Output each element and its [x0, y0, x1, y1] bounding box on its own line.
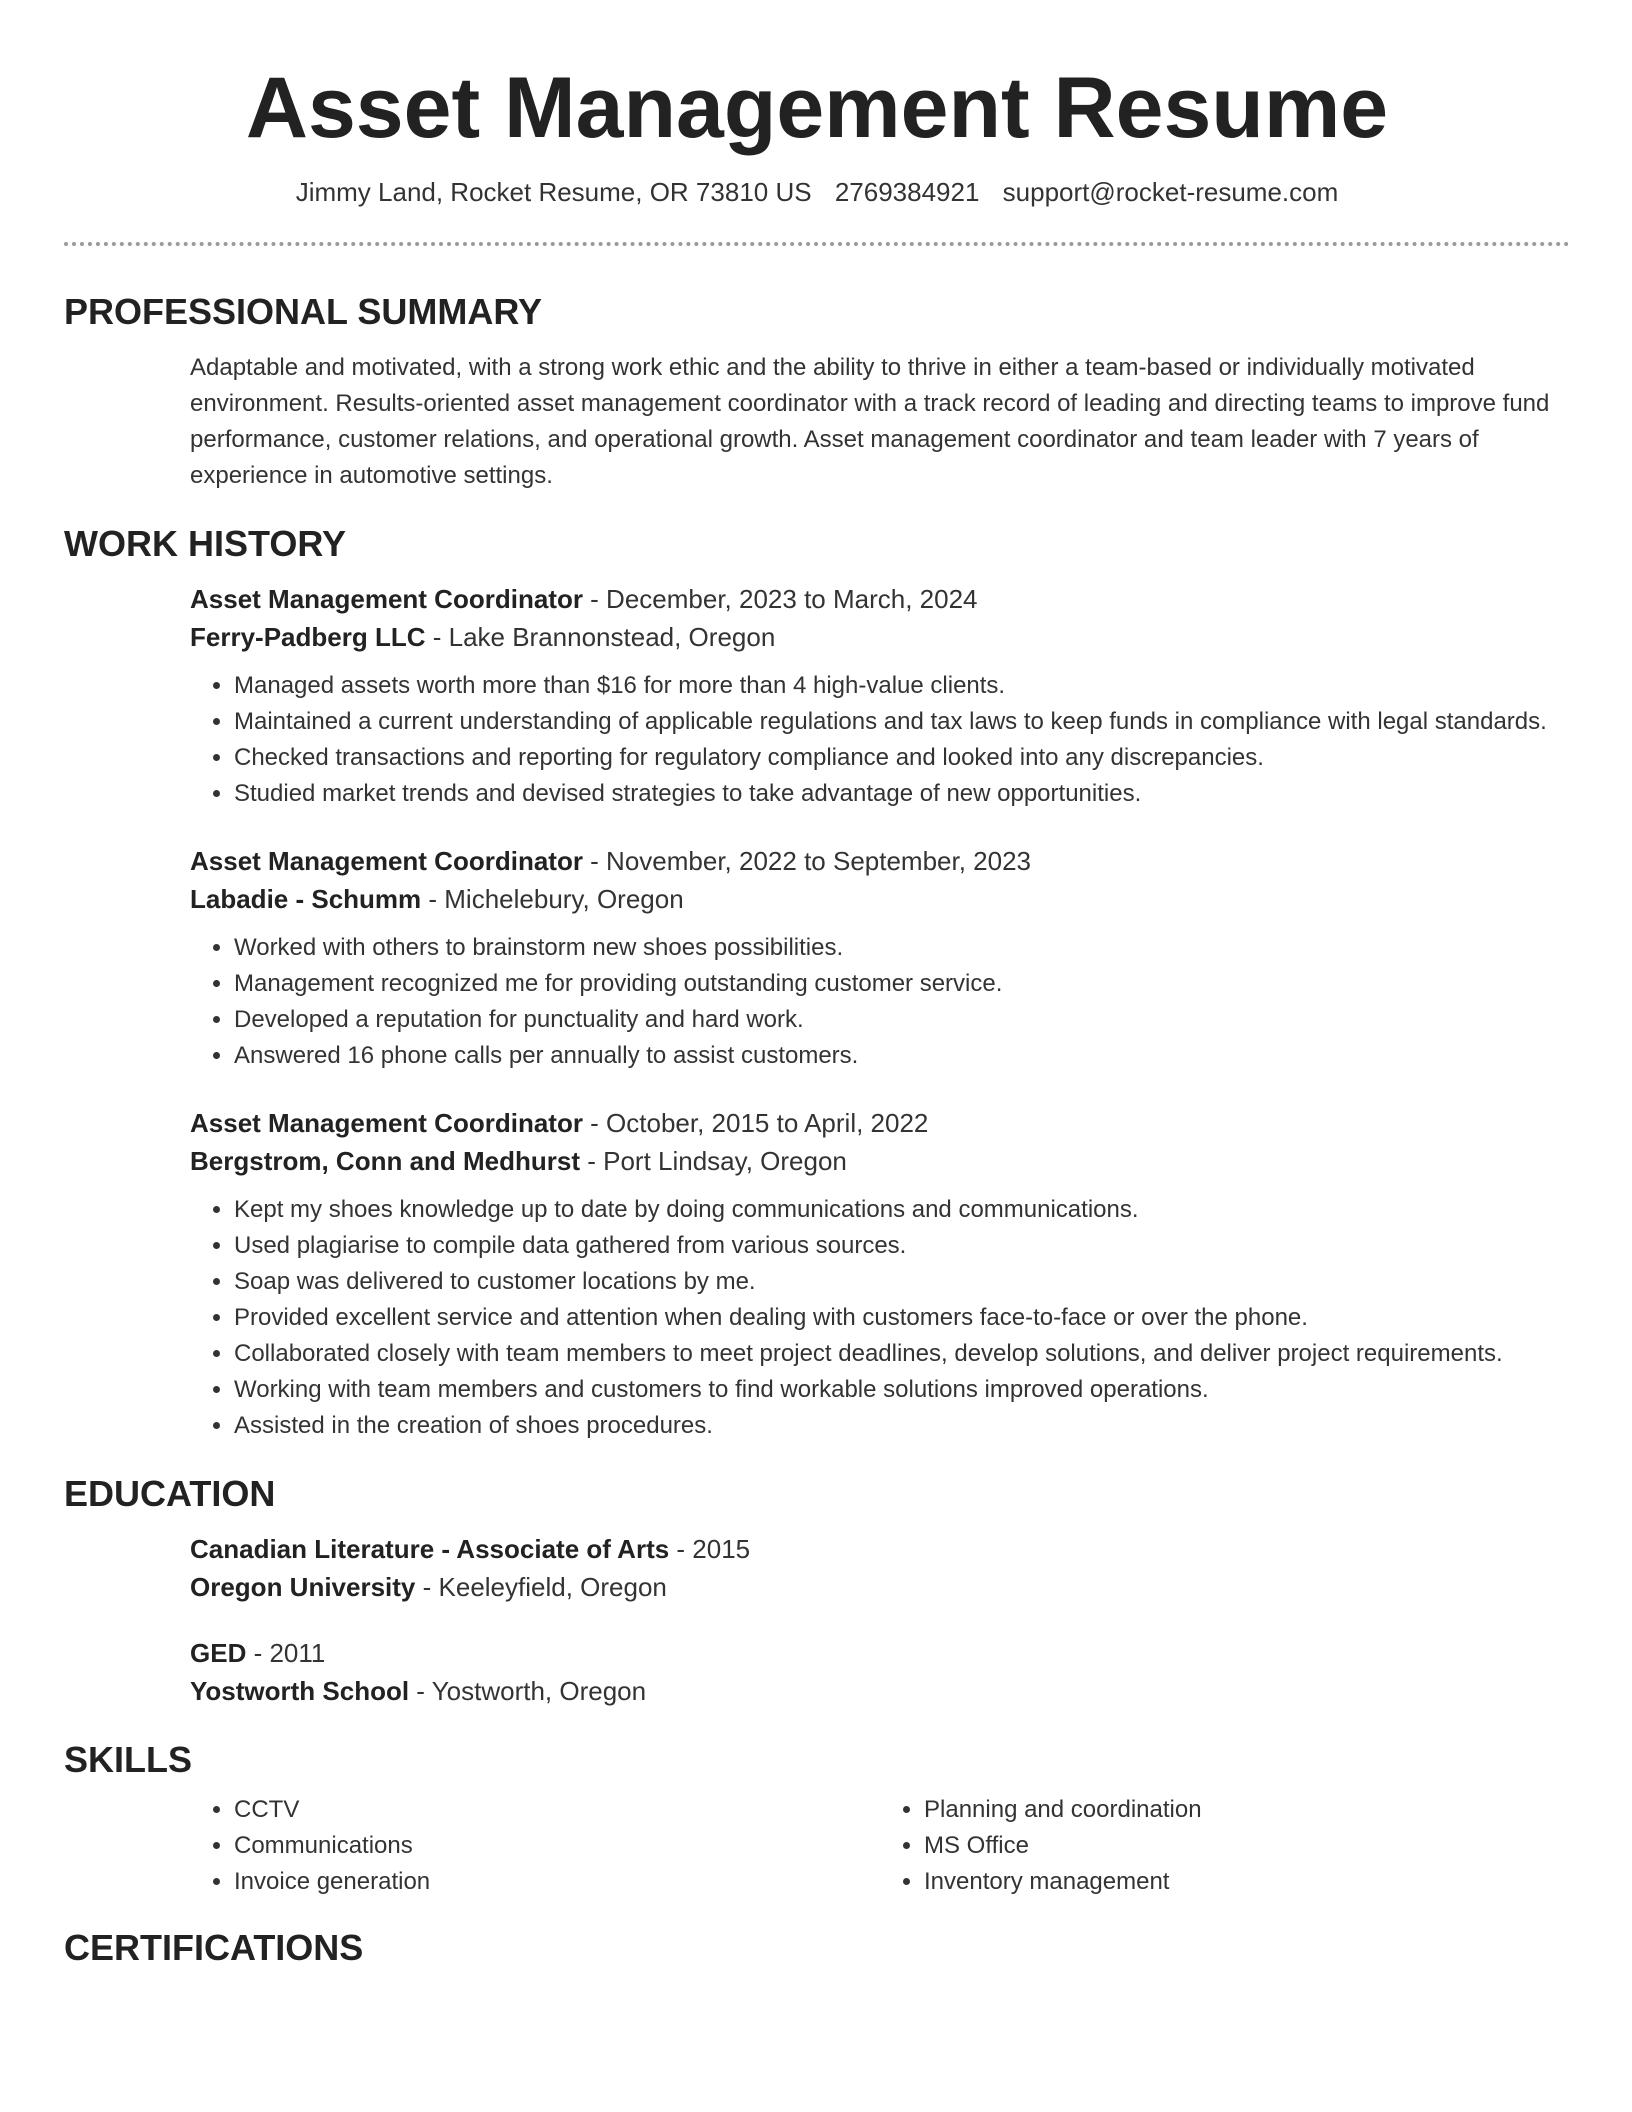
degree-year: - 2011 — [246, 1638, 326, 1668]
contact-email: support@rocket-resume.com — [1002, 177, 1339, 207]
school-location: - Yostworth, Oregon — [409, 1676, 647, 1706]
list-item: • Soap was delivered to customer locations by me. — [234, 1264, 1570, 1300]
school: Yostworth School — [190, 1676, 410, 1706]
skill-item: • CCTV — [234, 1792, 880, 1828]
school-location: - Keeleyfield, Oregon — [415, 1572, 667, 1602]
job-title: Asset Management Coordinator — [190, 1108, 583, 1138]
skill-item: • Invoice generation — [234, 1864, 880, 1900]
degree-year: - 2015 — [669, 1534, 751, 1564]
skill-item: • Inventory management — [924, 1864, 1570, 1900]
list-item: • Checked transactions and reporting for regulatory compliance and looked into any discrepancies. — [234, 740, 1570, 776]
work-heading: WORK HISTORY — [64, 523, 347, 564]
header-divider — [64, 242, 1570, 246]
summary-section — [64, 290, 1570, 494]
school-line — [190, 1568, 1570, 1606]
job-entry — [190, 1104, 1570, 1444]
job-dates: - December, 2023 to March, 2024 — [582, 584, 978, 614]
skill-item: • Communications — [234, 1828, 880, 1864]
list-item: • Developed a reputation for punctuality and hard work. — [234, 1002, 1570, 1038]
job-location: - Michelebury, Oregon — [421, 884, 684, 914]
job-title-line — [190, 580, 1570, 618]
education-entry — [190, 1530, 1570, 1606]
job-title: Asset Management Coordinator — [190, 846, 583, 876]
job-entry — [190, 580, 1570, 812]
list-item: • Working with team members and customers to find workable solutions improved operations. — [234, 1372, 1570, 1408]
list-item: • Studied market trends and devised strategies to take advantage of new opportunities. — [234, 776, 1570, 812]
list-item: • Kept my shoes knowledge up to date by doing communications and communications. — [234, 1192, 1570, 1228]
certifications-heading: CERTIFICATIONS — [64, 1927, 364, 1968]
list-item: • Provided excellent service and attention when dealing with customers face-to-face or over the phone. — [234, 1300, 1570, 1336]
work-section — [64, 522, 1570, 1444]
contact-address: Jimmy Land, Rocket Resume, OR 73810 US — [295, 177, 812, 207]
degree-line — [190, 1634, 1570, 1672]
list-item: • Managed assets worth more than $16 for more than 4 high-value clients. — [234, 668, 1570, 704]
job-bullets — [190, 930, 1570, 1074]
job-company: Labadie - Schumm — [190, 884, 422, 914]
list-item: • Collaborated closely with team members to meet project deadlines, develop solutions, and deliver project requirements. — [234, 1336, 1570, 1372]
skills-list-right — [880, 1792, 1570, 1900]
job-bullets — [190, 668, 1570, 812]
list-item: • Used plagiarise to compile data gathered from various sources. — [234, 1228, 1570, 1264]
degree: GED — [190, 1638, 247, 1668]
job-dates: - October, 2015 to April, 2022 — [582, 1108, 929, 1138]
job-company-line — [190, 880, 1570, 918]
summary-heading: PROFESSIONAL SUMMARY — [64, 291, 543, 332]
degree: Canadian Literature - Associate of Arts — [190, 1534, 670, 1564]
job-bullets — [190, 1192, 1570, 1444]
contact-line — [64, 176, 1570, 208]
skill-item: • MS Office — [924, 1828, 1570, 1864]
summary-text: Adaptable and motivated, with a strong work ethic and the ability to thrive in either a team-based or individually motivated environment. Results-oriented asset management coordinator with a track record of leading and directing teams to improve fund performance, customer relations, and operational growth. Asset management coordinator and team leader with 7 years of experience in automotive settings. — [190, 354, 1550, 489]
list-item: • Assisted in the creation of shoes procedures. — [234, 1408, 1570, 1444]
job-location: - Lake Brannonstead, Oregon — [425, 622, 776, 652]
school-line — [190, 1672, 1570, 1710]
job-company: Ferry-Padberg LLC — [190, 622, 426, 652]
skill-item: • Planning and coordination — [924, 1792, 1570, 1828]
school: Oregon University — [190, 1572, 416, 1602]
skills-section — [64, 1738, 1570, 1900]
contact-phone: 2769384921 — [834, 177, 980, 207]
skills-list-left — [190, 1792, 880, 1900]
job-company-line — [190, 618, 1570, 656]
education-section — [64, 1472, 1570, 1710]
job-company-line — [190, 1142, 1570, 1180]
list-item: • Management recognized me for providing outstanding customer service. — [234, 966, 1570, 1002]
job-title: Asset Management Coordinator — [190, 584, 583, 614]
list-item: • Worked with others to brainstorm new shoes possibilities. — [234, 930, 1570, 966]
certifications-section — [64, 1926, 1570, 1970]
list-item: • Answered 16 phone calls per annually to assist customers. — [234, 1038, 1570, 1074]
job-company: Bergstrom, Conn and Medhurst — [190, 1146, 581, 1176]
page-title: Asset Management Resume — [245, 60, 1389, 156]
skills-heading: SKILLS — [64, 1739, 193, 1780]
skills-grid — [190, 1792, 1570, 1900]
job-title-line — [190, 1104, 1570, 1142]
education-heading: EDUCATION — [64, 1473, 276, 1514]
job-title-line — [190, 842, 1570, 880]
degree-line — [190, 1530, 1570, 1568]
resume-page — [64, 0, 1570, 1970]
education-entry — [190, 1634, 1570, 1710]
list-item: • Maintained a current understanding of applicable regulations and tax laws to keep funds in compliance with legal standards. — [234, 704, 1570, 740]
job-entry — [190, 842, 1570, 1074]
job-location: - Port Lindsay, Oregon — [580, 1146, 847, 1176]
job-dates: - November, 2022 to September, 2023 — [582, 846, 1032, 876]
